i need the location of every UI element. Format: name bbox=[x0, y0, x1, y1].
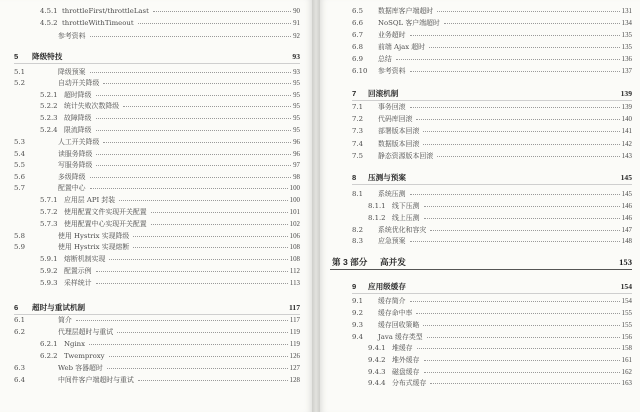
toc-entry[interactable] bbox=[352, 190, 632, 199]
toc-page-number: 134 bbox=[621, 20, 632, 27]
dot-leader bbox=[109, 259, 287, 260]
toc-entry-number: 6.7 bbox=[352, 31, 363, 39]
toc-entry-number: 4.5.2 bbox=[40, 19, 58, 27]
dot-leader bbox=[90, 188, 288, 189]
toc-page-number: 143 bbox=[621, 153, 632, 160]
dot-leader bbox=[427, 337, 620, 338]
toc-page-number: 131 bbox=[621, 8, 632, 15]
toc-page-number: 135 bbox=[621, 32, 632, 39]
left-page bbox=[0, 0, 312, 412]
dot-leader bbox=[90, 72, 292, 73]
toc-entry-title: 人工开关降级 bbox=[58, 138, 100, 146]
chapter-divider bbox=[352, 293, 632, 294]
toc-entry[interactable] bbox=[352, 55, 632, 64]
toc-page-number: 95 bbox=[293, 103, 300, 110]
toc-entry-title: 中间件客户端超时与重试 bbox=[58, 376, 134, 384]
toc-entry-title: 堆缓存 bbox=[392, 344, 413, 352]
toc-entry-title: throttleFirst/throttleLast bbox=[62, 7, 149, 15]
toc-entry-title: 压测与预案 bbox=[368, 173, 406, 182]
toc-entry[interactable] bbox=[352, 115, 632, 124]
toc-entry-number: 5.1 bbox=[14, 68, 25, 76]
toc-entry-title: 限流降级 bbox=[64, 126, 92, 134]
toc-entry[interactable] bbox=[368, 344, 632, 353]
toc-entry-title: 简介 bbox=[58, 316, 72, 324]
toc-entry-title: 多级降级 bbox=[58, 173, 86, 181]
toc-chapter[interactable] bbox=[14, 52, 300, 61]
toc-entry-number: 7.5 bbox=[352, 152, 363, 160]
dot-leader bbox=[416, 313, 619, 314]
toc-entry-title: 数据库客户端超时 bbox=[378, 7, 434, 15]
dot-leader bbox=[76, 320, 288, 321]
toc-entry[interactable] bbox=[14, 328, 300, 337]
toc-entry-number: 5.9.2 bbox=[40, 267, 58, 275]
toc-page-number: 96 bbox=[293, 139, 300, 146]
toc-entry[interactable] bbox=[14, 184, 300, 193]
dot-leader bbox=[96, 271, 288, 272]
toc-entry-number: 8.1.2 bbox=[368, 214, 386, 222]
chapter-divider bbox=[14, 63, 300, 64]
toc-page-number: 154 bbox=[621, 298, 632, 305]
toc-entry[interactable] bbox=[40, 7, 300, 16]
toc-page-number: 119 bbox=[289, 341, 300, 348]
toc-entry-title: Twemproxy bbox=[64, 352, 105, 360]
toc-entry-number: 5.7.3 bbox=[40, 220, 58, 228]
toc-entry[interactable] bbox=[368, 214, 632, 223]
toc-entry-number: 4.5.1 bbox=[40, 7, 58, 15]
dot-leader bbox=[430, 230, 619, 231]
toc-page-number: 117 bbox=[289, 317, 300, 324]
toc-entry-number: 9.4 bbox=[352, 333, 363, 341]
toc-entry[interactable] bbox=[368, 202, 632, 211]
toc-entry[interactable] bbox=[40, 267, 300, 276]
toc-entry-number: 5.3 bbox=[14, 138, 25, 146]
toc-entry-number: 6.6 bbox=[352, 19, 363, 27]
dot-leader bbox=[437, 156, 620, 157]
toc-entry-number: 6.8 bbox=[352, 43, 363, 51]
book-gutter bbox=[312, 0, 320, 412]
toc-entry-number: 5.7 bbox=[14, 184, 25, 192]
chapter-divider bbox=[352, 100, 632, 101]
toc-page-number: 108 bbox=[289, 244, 300, 251]
toc-entry-number: 5.2.3 bbox=[40, 114, 58, 122]
toc-chapter[interactable] bbox=[14, 303, 300, 312]
toc-entry[interactable] bbox=[40, 352, 300, 361]
toc-entry[interactable] bbox=[40, 208, 300, 217]
toc-page-number: 100 bbox=[289, 197, 300, 204]
dot-leader bbox=[96, 130, 292, 131]
toc-page-number: 102 bbox=[289, 221, 300, 228]
toc-page-number: 163 bbox=[621, 380, 632, 387]
toc-entry-title: 应急预案 bbox=[378, 237, 406, 245]
toc-entry[interactable] bbox=[352, 237, 632, 246]
toc-page-number: 119 bbox=[289, 329, 300, 336]
toc-entry-number: 6.3 bbox=[14, 364, 25, 372]
dot-leader bbox=[430, 383, 619, 384]
toc-entry-title: 参考资料 bbox=[378, 67, 406, 75]
toc-entry[interactable] bbox=[352, 297, 632, 306]
toc-page-number: 113 bbox=[289, 280, 300, 287]
toc-entry-title: 应用级缓存 bbox=[368, 282, 406, 291]
toc-page-number: 146 bbox=[621, 203, 632, 210]
toc-entry-number: 9.4.1 bbox=[368, 344, 386, 352]
toc-entry-number: 9.1 bbox=[352, 297, 363, 305]
toc-entry-number: 5.2.4 bbox=[40, 126, 58, 134]
dot-leader bbox=[117, 332, 288, 333]
toc-entry[interactable] bbox=[14, 316, 300, 325]
toc-entry-title: Nginx bbox=[64, 340, 85, 348]
chapter-divider bbox=[14, 314, 300, 315]
toc-entry-number: 8 bbox=[352, 173, 357, 182]
toc-entry-number: 5.5 bbox=[14, 161, 25, 169]
toc-page-number: 112 bbox=[289, 268, 300, 275]
toc-entry[interactable] bbox=[352, 140, 632, 149]
toc-page-number: 95 bbox=[293, 92, 300, 99]
toc-entry[interactable] bbox=[368, 356, 632, 365]
toc-entry-number: 6.1 bbox=[14, 316, 25, 324]
toc-entry[interactable] bbox=[14, 68, 300, 77]
toc-entry[interactable] bbox=[352, 19, 632, 28]
toc-entry-number: 5.2.1 bbox=[40, 91, 58, 99]
toc-entry-title: 超时降级 bbox=[64, 91, 92, 99]
dot-leader bbox=[424, 372, 620, 373]
toc-entry-title: 配置示例 bbox=[64, 267, 92, 275]
toc-page-number: 106 bbox=[289, 233, 300, 240]
toc-entry-number: 6.2 bbox=[14, 328, 25, 336]
toc-page-number: 162 bbox=[621, 369, 632, 376]
toc-entry[interactable] bbox=[40, 102, 300, 111]
toc-entry[interactable] bbox=[40, 19, 300, 28]
toc-entry[interactable] bbox=[14, 150, 300, 159]
toc-entry[interactable] bbox=[40, 114, 300, 123]
right-page bbox=[320, 0, 640, 412]
dot-leader bbox=[123, 106, 291, 107]
toc-entry-number: 5.4 bbox=[14, 150, 25, 158]
toc-entry[interactable] bbox=[352, 321, 632, 330]
toc-entry-title: 业务超时 bbox=[378, 31, 406, 39]
toc-entry-title: 故障降级 bbox=[64, 114, 92, 122]
toc-entry-title: 自动开关降级 bbox=[58, 79, 100, 87]
toc-page-number: 128 bbox=[289, 377, 300, 384]
dot-leader bbox=[96, 165, 291, 166]
toc-entry-title: 代码库回滚 bbox=[378, 115, 413, 123]
toc-entry-number: 6.5 bbox=[352, 7, 363, 15]
toc-entry-title: 高并发 bbox=[380, 257, 406, 267]
toc-entry[interactable] bbox=[352, 31, 632, 40]
toc-entry-title: 事务回滚 bbox=[378, 103, 406, 111]
dot-leader bbox=[96, 95, 292, 96]
toc-entry-number: 6 bbox=[14, 303, 19, 312]
dot-leader bbox=[410, 71, 620, 72]
dot-leader bbox=[423, 144, 619, 145]
toc-entry[interactable] bbox=[352, 309, 632, 318]
toc-entry-number: 9.3 bbox=[352, 321, 363, 329]
dot-leader bbox=[423, 325, 619, 326]
dot-leader bbox=[444, 23, 620, 24]
toc-entry-title: 应用层 API 封装 bbox=[64, 196, 116, 204]
toc-page-number: 98 bbox=[293, 174, 300, 181]
dot-leader bbox=[109, 356, 288, 357]
toc-part[interactable] bbox=[332, 258, 632, 267]
toc-chapter[interactable] bbox=[352, 173, 632, 182]
toc-page-number: 158 bbox=[621, 345, 632, 352]
toc-page-number: 136 bbox=[621, 56, 632, 63]
toc-page-number: 117 bbox=[289, 303, 300, 312]
toc-page-number: 127 bbox=[289, 365, 300, 372]
toc-entry[interactable] bbox=[14, 161, 300, 170]
toc-entry-title: 超时与重试机制 bbox=[32, 303, 86, 312]
toc-entry-title: 数据版本回滚 bbox=[378, 140, 420, 148]
toc-entry-number: 7.3 bbox=[352, 127, 363, 135]
toc-page-number: 139 bbox=[621, 104, 632, 111]
dot-leader bbox=[103, 142, 291, 143]
toc-entry-title: 熔断机制实现 bbox=[64, 255, 106, 263]
toc-entry-number: 7.4 bbox=[352, 140, 363, 148]
dot-leader bbox=[107, 368, 288, 369]
dot-leader bbox=[410, 35, 620, 36]
toc-page-number: 139 bbox=[620, 89, 632, 98]
toc-entry-number: 9.4.4 bbox=[368, 379, 386, 387]
toc-entry-number: 6.9 bbox=[352, 55, 363, 63]
toc-page-number: 155 bbox=[621, 322, 632, 329]
toc-entry-title: 前端 Ajax 超时 bbox=[378, 43, 426, 51]
toc-entry-number: 6.4 bbox=[14, 376, 25, 384]
dot-leader bbox=[437, 11, 620, 12]
toc-entry-title: Web 容器超时 bbox=[58, 364, 103, 372]
dot-leader bbox=[119, 200, 287, 201]
toc-entry[interactable] bbox=[352, 152, 632, 161]
toc-entry-number: 5.8 bbox=[14, 232, 25, 240]
toc-entry-title: 总结 bbox=[378, 55, 392, 63]
toc-entry-title: 采样统计 bbox=[64, 279, 92, 287]
toc-entry-number: 8.2 bbox=[352, 226, 363, 234]
toc-entry-number: 5.7.1 bbox=[40, 196, 58, 204]
toc-entry[interactable] bbox=[40, 255, 300, 264]
toc-entry-number: 7.1 bbox=[352, 103, 363, 111]
toc-page-number: 155 bbox=[621, 310, 632, 317]
toc-page-number: 92 bbox=[293, 33, 300, 40]
toc-entry-title: 写服务降级 bbox=[58, 161, 93, 169]
dot-leader bbox=[96, 283, 288, 284]
toc-page-number: 126 bbox=[289, 353, 300, 360]
toc-page-number: 95 bbox=[293, 115, 300, 122]
toc-page-number: 137 bbox=[621, 68, 632, 75]
toc-entry-title: 降级预案 bbox=[58, 68, 86, 76]
toc-entry-number: 8.1 bbox=[352, 190, 363, 198]
toc-entry-title: 静态资源版本回滚 bbox=[378, 152, 434, 160]
toc-entry[interactable] bbox=[14, 138, 300, 147]
toc-entry-title: 部署版本回滚 bbox=[378, 127, 420, 135]
toc-entry-number: 9.4.3 bbox=[368, 368, 386, 376]
toc-chapter[interactable] bbox=[352, 282, 632, 291]
dot-leader bbox=[423, 131, 619, 132]
toc-entry-number: 5.9.1 bbox=[40, 255, 58, 263]
toc-page-number: 108 bbox=[289, 256, 300, 263]
part-divider bbox=[330, 269, 632, 270]
toc-entry-title: 回滚机制 bbox=[368, 89, 399, 98]
dot-leader bbox=[96, 118, 292, 119]
toc-entry-number: 8.3 bbox=[352, 237, 363, 245]
toc-entry-title: 降级特技 bbox=[32, 52, 63, 61]
toc-entry[interactable] bbox=[14, 173, 300, 182]
toc-entry-title: 线上压测 bbox=[392, 214, 420, 222]
toc-entry-number: 5.6 bbox=[14, 173, 25, 181]
toc-entry[interactable] bbox=[14, 243, 300, 252]
toc-page-number: 96 bbox=[293, 151, 300, 158]
toc-page-number: 156 bbox=[621, 334, 632, 341]
toc-entry-number: 6.2.2 bbox=[40, 352, 58, 360]
dot-leader bbox=[429, 47, 620, 48]
toc-entry-title: 缓存命中率 bbox=[378, 309, 413, 317]
toc-entry-number: 7.2 bbox=[352, 115, 363, 123]
toc-entry[interactable] bbox=[40, 340, 300, 349]
toc-entry[interactable] bbox=[14, 364, 300, 373]
toc-chapter[interactable] bbox=[352, 89, 632, 98]
toc-entry-title: 统计失败次数降级 bbox=[64, 102, 120, 110]
chapter-divider bbox=[352, 184, 632, 185]
dot-leader bbox=[103, 83, 291, 84]
toc-entry[interactable] bbox=[352, 43, 632, 52]
dot-leader bbox=[410, 241, 620, 242]
toc-entry[interactable] bbox=[40, 196, 300, 205]
dot-leader bbox=[138, 380, 288, 381]
toc-entry-number: 5.7.2 bbox=[40, 208, 58, 216]
toc-entry[interactable] bbox=[14, 376, 300, 385]
toc-entry-title: 系统压测 bbox=[378, 190, 406, 198]
dot-leader bbox=[151, 224, 288, 225]
toc-entry-number: 第 3 部分 bbox=[332, 257, 368, 267]
toc-page-number: 147 bbox=[621, 227, 632, 234]
toc-entry[interactable] bbox=[14, 232, 300, 241]
toc-entry-title: 使用配置中心实现开关配置 bbox=[64, 220, 147, 228]
toc-entry-title: 读服务降级 bbox=[58, 150, 93, 158]
toc-entry-number: 8.1.1 bbox=[368, 202, 386, 210]
toc-entry[interactable] bbox=[40, 126, 300, 135]
toc-page-number: 101 bbox=[289, 209, 300, 216]
dot-leader bbox=[90, 177, 292, 178]
toc-page-number: 154 bbox=[620, 282, 632, 291]
toc-entry-title: 分布式缓存 bbox=[392, 379, 427, 387]
toc-page-number: 140 bbox=[621, 116, 632, 123]
toc-page-number: 153 bbox=[619, 257, 632, 267]
toc-page-number: 91 bbox=[293, 20, 300, 27]
toc-entry-title: 使用 Hystrix 实现熔断 bbox=[58, 243, 130, 251]
toc-entry-title: throttleWithTimeout bbox=[62, 19, 134, 27]
toc-entry-title: 堆外缓存 bbox=[392, 356, 420, 364]
toc-page-number: 135 bbox=[621, 44, 632, 51]
dot-leader bbox=[416, 119, 619, 120]
toc-page-number: 148 bbox=[621, 238, 632, 245]
dot-leader bbox=[424, 218, 620, 219]
toc-entry-number: 9.4.2 bbox=[368, 356, 386, 364]
toc-entry-title: NoSQL 客户端超时 bbox=[378, 19, 440, 27]
toc-entry-number: 5.9.3 bbox=[40, 279, 58, 287]
toc-entry-title: 使用 Hystrix 实现降级 bbox=[58, 232, 130, 240]
dot-leader bbox=[410, 107, 620, 108]
dot-leader bbox=[90, 36, 292, 37]
dot-leader bbox=[410, 301, 620, 302]
toc-entry-number: 5.9 bbox=[14, 243, 25, 251]
dot-leader bbox=[133, 247, 287, 248]
toc-page-number: 93 bbox=[293, 69, 300, 76]
toc-entry-title: Java 缓存类型 bbox=[378, 333, 423, 341]
toc-entry[interactable] bbox=[352, 103, 632, 112]
toc-page-number: 100 bbox=[289, 185, 300, 192]
toc-entry-title: 配置中心 bbox=[58, 184, 86, 192]
toc-entry-title: 系统优化和容灾 bbox=[378, 226, 427, 234]
toc-page-number: 90 bbox=[293, 8, 300, 15]
dot-leader bbox=[89, 344, 288, 345]
toc-entry[interactable] bbox=[368, 379, 632, 388]
toc-entry-title: 线下压测 bbox=[392, 202, 420, 210]
toc-page-number: 145 bbox=[620, 173, 632, 182]
toc-entry-number: 9 bbox=[352, 282, 357, 291]
toc-entry-number: 9.2 bbox=[352, 309, 363, 317]
toc-entry-number: 7 bbox=[352, 89, 357, 98]
toc-entry[interactable] bbox=[14, 79, 300, 88]
toc-entry-title: 缓存简介 bbox=[378, 297, 406, 305]
toc-entry[interactable] bbox=[40, 220, 300, 229]
dot-leader bbox=[410, 194, 620, 195]
toc-entry[interactable] bbox=[352, 67, 632, 76]
dot-leader bbox=[396, 59, 620, 60]
toc-entry-title: 磁盘缓存 bbox=[392, 368, 420, 376]
toc-entry[interactable] bbox=[352, 7, 632, 16]
toc-entry[interactable] bbox=[14, 32, 300, 41]
toc-entry-number: 6.2.1 bbox=[40, 340, 58, 348]
toc-entry[interactable] bbox=[40, 279, 300, 288]
toc-entry[interactable] bbox=[40, 91, 300, 100]
toc-entry-number: 5 bbox=[14, 52, 19, 61]
toc-entry-title: 缓存回收策略 bbox=[378, 321, 420, 329]
toc-entry[interactable] bbox=[352, 333, 632, 342]
toc-page-number: 95 bbox=[293, 80, 300, 87]
dot-leader bbox=[133, 236, 287, 237]
toc-entry[interactable] bbox=[352, 127, 632, 136]
toc-entry[interactable] bbox=[368, 368, 632, 377]
toc-entry-title: 使用配置文件实现开关配置 bbox=[64, 208, 147, 216]
toc-entry-number: 5.2.2 bbox=[40, 102, 58, 110]
dot-leader bbox=[417, 348, 620, 349]
dot-leader bbox=[151, 212, 288, 213]
toc-page-number: 142 bbox=[621, 141, 632, 148]
toc-entry-title: 参考资料 bbox=[58, 32, 86, 40]
toc-entry-title: 代理层超时与重试 bbox=[58, 328, 114, 336]
dot-leader bbox=[424, 206, 620, 207]
toc-page-number: 145 bbox=[621, 191, 632, 198]
toc-page-number: 93 bbox=[292, 52, 300, 61]
toc-page-number: 146 bbox=[621, 215, 632, 222]
toc-page-number: 161 bbox=[621, 357, 632, 364]
toc-entry-number: 5.2 bbox=[14, 79, 25, 87]
toc-entry[interactable] bbox=[352, 226, 632, 235]
dot-leader bbox=[424, 360, 620, 361]
dot-leader bbox=[153, 11, 291, 12]
toc-entry-number: 6.10 bbox=[352, 67, 368, 75]
toc-page-number: 97 bbox=[293, 162, 300, 169]
toc-page-number: 141 bbox=[621, 128, 632, 135]
toc-page-number: 95 bbox=[293, 127, 300, 134]
dot-leader bbox=[96, 154, 291, 155]
dot-leader bbox=[138, 23, 292, 24]
